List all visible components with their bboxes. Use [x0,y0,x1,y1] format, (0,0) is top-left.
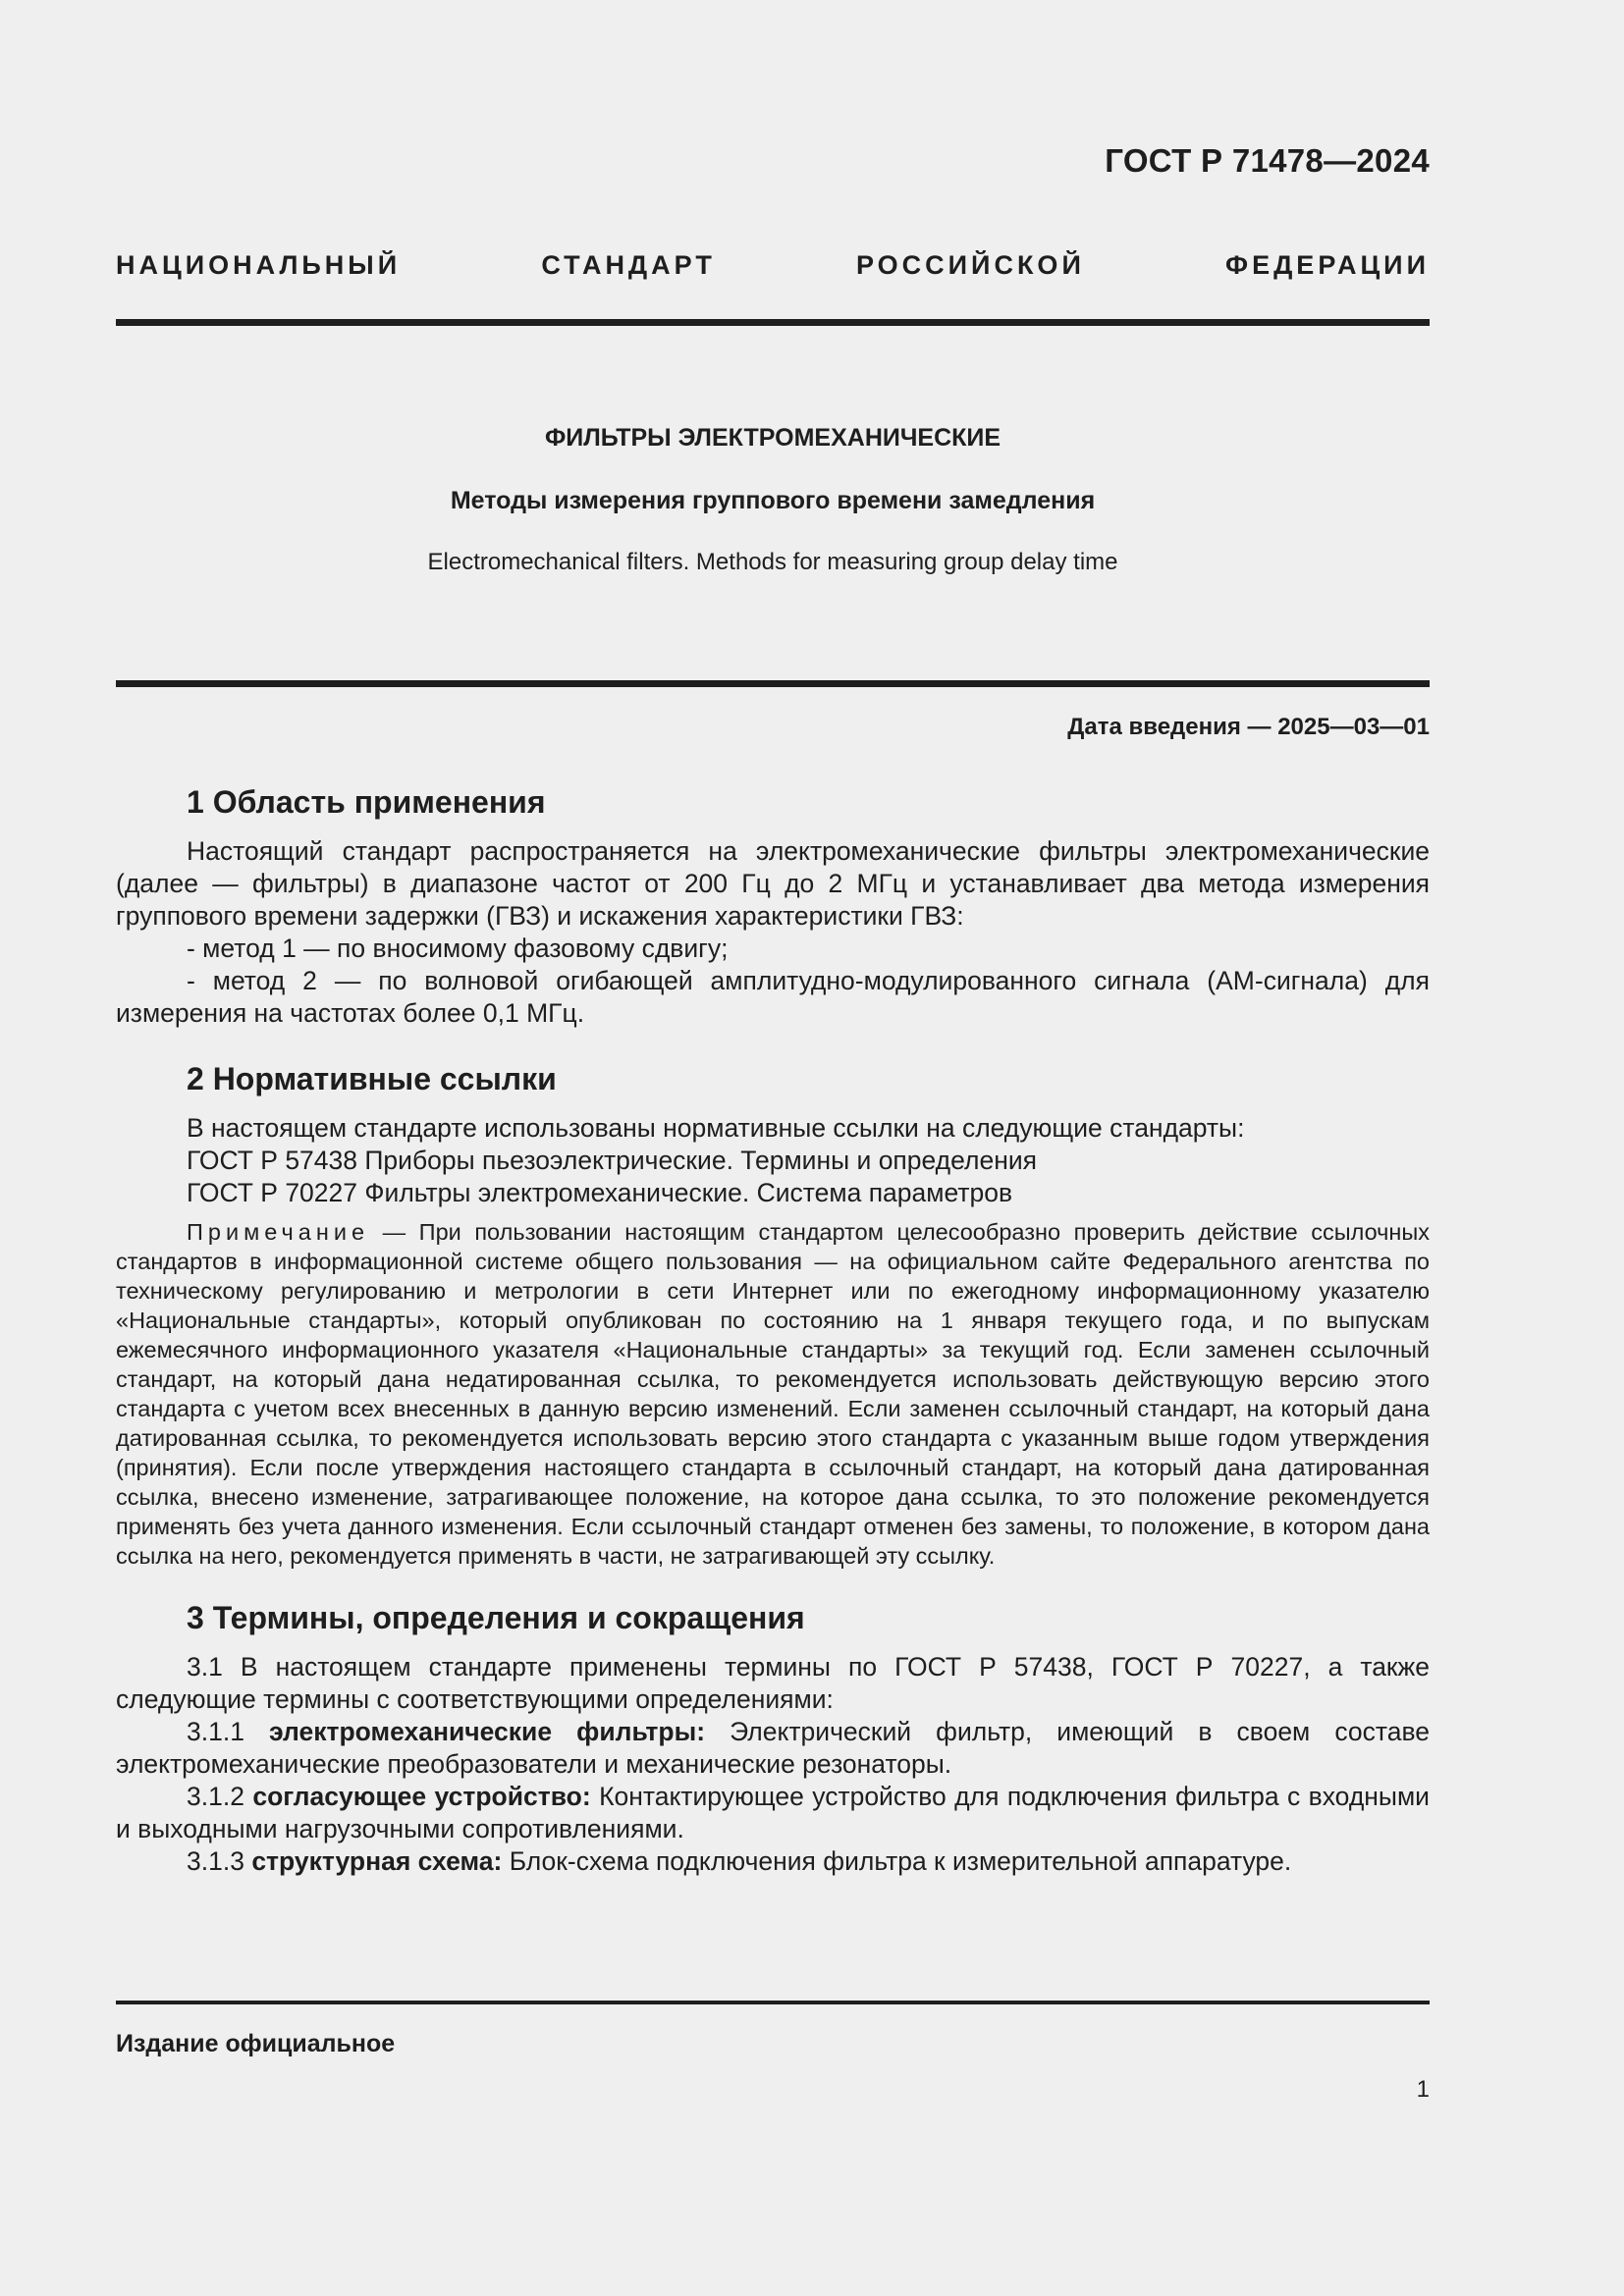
term-definition [116,1781,1430,1845]
term-number: 3.1.1 [187,1717,270,1746]
term-definition [116,1845,1430,1878]
term-definition [116,1716,1430,1781]
top-divider [116,319,1430,326]
section-1-paragraph: Настоящий стандарт распространяется на электромеханические фильтры электромеханические (далее — фильтры) в диапазоне частот от 200 Гц до 2 МГц и устанавливает два метода измерения группового времени задержки (ГВЗ) и искажения характеристики ГВЗ: [116,836,1430,931]
term-text: Электрический фильтр, имеющий в своем составе электромеханические преобразователи и механические резонаторы. [116,1717,1430,1779]
footer-divider [116,2001,1430,2004]
national-standard-banner: НАЦИОНАЛЬНЫЙ СТАНДАРТ РОССИЙСКОЙ ФЕДЕРАЦИИ [116,250,1430,280]
reference-item: ГОСТ Р 70227 Фильтры электромеханические. Система параметров [187,1178,1013,1207]
term-name: согласующее устройство: [252,1782,591,1811]
page-number: 1 [1416,2076,1430,2103]
reference-item: ГОСТ Р 57438 Приборы пьезоэлектрические. Термины и определения [187,1146,1037,1175]
document-body [116,780,1430,1878]
note-text: — При пользовании настоящим стандартом целесообразно проверить действие ссылочных стандартов в информационной системе общего пользования — на официальном сайте Федерального агентства по техническому регулированию и метрологии в сети Интернет или по ежегодному информационному указателю «Национальные стандарты», который опубликован по состоянию на 1 января текущего года, и по выпускам ежемесячного информационного указателя «Национальные стандарты» за текущий год. Если заменен ссылочный стандарт, на который дана недатированная ссылка, то рекомендуется использовать действующую версию этого стандарта с учетом всех внесенных в данную версию изменений. Если заменен ссылочный стандарт, на который дана датированная ссылка, то рекомендуется использовать версию этого стандарта с указанным выше годом утверждения (принятия). Если после утверждения настоящего стандарта в ссылочный стандарт, на который дана датированная ссылка, внесено изменение, затрагивающее положение, на которое дана ссылка, то это положение рекомендуется применять без учета данного изменения. Если ссылочный стандарт отменен без замены, то положение, в котором дана ссылка на него, рекомендуется применять в части, не затрагивающей эту ссылку. [116,1219,1430,1569]
list-item: - метод 2 — по волновой огибающей амплитудно-модулированного сигнала (АМ-сигнала) для измерения на частотах более 0,1 МГц. [116,966,1430,1028]
list-item: - метод 1 — по вносимому фазовому сдвигу; [187,934,729,963]
term-name: электромеханические фильтры: [269,1717,706,1746]
section-2-intro: В настоящем стандарте использованы нормативные ссылки на следующие стандарты: [187,1113,1245,1143]
term-text: Контактирующее устройство для подключения фильтра с входными и выходными нагрузочными сопротивлениями. [116,1782,1430,1843]
introduction-date: Дата введения — 2025—03—01 [1067,714,1430,740]
document-page [116,0,1430,2296]
term-name: структурная схема: [251,1846,503,1876]
term-number: 3.1.3 [187,1846,252,1876]
section-3-heading: 3 Термины, определения и сокращения [187,1600,805,1635]
note-paragraph [116,1217,1430,1571]
official-edition-label: Издание официальное [116,2030,396,2057]
section-3-paragraph: 3.1 В настоящем стандарте применены термины по ГОСТ Р 57438, ГОСТ Р 70227, а также следующие термины с соответствующими определениями: [116,1652,1430,1714]
term-number: 3.1.2 [187,1782,253,1811]
document-subtitle: Методы измерения группового времени замедления [450,487,1096,514]
term-text: Блок-схема подключения фильтра к измерительной аппаратуре. [502,1846,1292,1876]
document-code: ГОСТ Р 71478—2024 [1105,142,1430,179]
section-1-heading: 1 Область применения [187,784,546,820]
title-divider [116,680,1430,687]
document-title: ФИЛЬТРЫ ЭЛЕКТРОМЕХАНИЧЕСКИЕ [544,424,1001,452]
section-2-heading: 2 Нормативные ссылки [187,1061,557,1096]
document-title-english: Electromechanical filters. Methods for measuring group delay time [427,549,1118,575]
note-label: Примечание [187,1219,370,1245]
